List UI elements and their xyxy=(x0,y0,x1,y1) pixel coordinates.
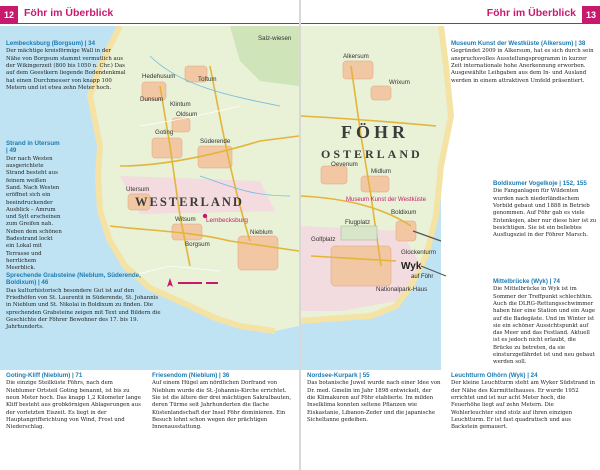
svg-text:Dunsum: Dunsum xyxy=(140,96,164,103)
svg-text:Borgsum: Borgsum xyxy=(185,241,210,248)
map-island-label: FÖHR xyxy=(341,122,409,142)
annotation-nordsee-kurpark: Nordsee-Kurpark | 55 Das botanische Juwel wurde nach einer Idee von Dr. med. Gmelin im Jahr 1898 entwickelt, der die Klimakuren auf Föhr etablierte. Im milden Inselklima konnten seltene Pflanzen wie Eiskastanie, Libanon-Zeder und die japanische Sicheltanne gedeihen. xyxy=(307,372,441,423)
svg-text:Klintum: Klintum xyxy=(170,101,191,108)
annotation-vogelkoje: Boldixumer Vogelkoje | 152, 155 Die Fanganlagen für Wildenten wurden nach niederländischem Vorbild gebaut und 1888 in Betrieb genommen. Auf Föhr gab es viele Entenkojen, aber nur diese hier ist zu besichtigen. Sie ist ein beliebtes Ausflugsziel in der Föhrer Marsch. xyxy=(493,180,597,239)
svg-text:Golfplatz: Golfplatz xyxy=(311,236,336,243)
header-rule xyxy=(301,23,600,24)
map-region-label: WESTERLAND xyxy=(135,195,244,209)
annotation-leuchtturm: Leuchtturm Olhörn (Wyk) | 24 Der kleine Leuchtturm steht am Wyker Südstrand in der Nähe des Kurmittelhauses. Er wurde 1952 errichtet und ist nur acht Meter hoch, die Feuerhöhe liegt auf zehn Metern. Die Wohlerleuchter sind stolz auf ihren einzigen Leuchtturm. Er ist fast quadratisch und aus Backstein gemauert. xyxy=(451,372,595,431)
svg-text:Utersum: Utersum xyxy=(126,186,150,193)
annotation-mittelbruecke: Mittelbrücke (Wyk) | 74 Die Mittelbrücke in Wyk ist im Sommer der Treffpunkt schlechthin. Auch die DLRG-Rettungsschwimmer haben hier eine Station und ein Auge auf die Badegäste. Und im Winter ist sie ein schöner Aussichtspunkt auf das Meer und das Festland. Aktuell ist es jedoch nicht erlaubt, die Brücke zu betreten, da sie einsturzgefährdet ist und neu gebaut werden soll. xyxy=(493,278,596,366)
map-town-label: Wyk xyxy=(401,261,422,272)
page-header-title: Föhr im Überblick xyxy=(24,7,114,19)
svg-text:Alkersum: Alkersum xyxy=(343,53,369,60)
svg-text:Flugplatz: Flugplatz xyxy=(345,219,371,226)
annotation-grabsteine: Sprechende Grabsteine (Nieblum, Süderende, Boldixum) | 46 Das kulturhistorisch besondere Gut ist auf den Friedhöfen von St. Laurentii in Süderende, St. Johannis in Nieblum und St. Nikolai in Boldixum zu finden. Die sprechenden Grabsteine zeigen mit Text und Bildern die Geschichte der Föhrer Bewohner des 17. bis 19. Jahrhunderts. xyxy=(6,272,161,331)
map-lembecksburg-label: Lembecksburg xyxy=(206,217,248,224)
svg-text:Witsum: Witsum xyxy=(175,216,196,223)
page-number: 12 xyxy=(0,6,18,24)
svg-text:Toftum: Toftum xyxy=(198,76,217,83)
map-museum-label: Museum Kunst der Westküste xyxy=(346,197,426,203)
header-rule xyxy=(0,23,299,24)
page-header xyxy=(301,6,600,24)
lembecksburg-marker xyxy=(203,214,207,218)
airfield xyxy=(341,226,377,240)
page-number: 13 xyxy=(582,6,600,24)
annotation-friesendom: Friesendom (Nieblum) | 36 Auf einem Hügel am nördlichen Dorfrand von Nieblum wurde die St.-Johannis-Kirche errichtet. Sie ist die ältere der drei mächtigen Sakralbauten, deren Türme seit Jahrhunderten die flache Küstenlandschaft der Insel Föhr dominieren. Ein Besuch lohnt schon wegen der prächtigen Innenausstattung. xyxy=(152,372,292,431)
svg-text:Boldixum: Boldixum xyxy=(391,209,417,216)
svg-text:Midlum: Midlum xyxy=(371,168,391,175)
svg-text:Hedehusum: Hedehusum xyxy=(142,73,176,80)
svg-text:Salz-wiesen: Salz-wiesen xyxy=(258,35,292,42)
page-header xyxy=(0,6,299,24)
page-header-title: Föhr im Überblick xyxy=(486,7,576,19)
svg-text:Nieblum: Nieblum xyxy=(250,229,273,236)
map-region-label: OSTERLAND xyxy=(321,147,423,161)
svg-text:Oevenum: Oevenum xyxy=(331,161,358,168)
svg-text:Oldsum: Oldsum xyxy=(176,111,198,118)
svg-text:Wrixum: Wrixum xyxy=(389,79,410,86)
bottom-section xyxy=(0,370,299,470)
annotation-goting-kliff: Goting-Kliff (Nieblum) | 71 Die einzige Steilküste Föhrs, nach dem Nieblumer Ortsteil Goting benannt, ist bis zu neun Meter hoch. Das knapp 1,2 Kilometer lange Kliff besteht aus grobkörnigen Ablagerungen aus der vorletzten Eiszeit. Es liegt in der Hauptangriffsrichtung von Wind, Frost und Niederschlag. xyxy=(6,372,141,431)
svg-text:Nationalpark-Haus: Nationalpark-Haus xyxy=(376,286,428,293)
bottom-section xyxy=(301,370,600,470)
map-town-sublabel: auf Föhr xyxy=(411,274,434,280)
right-page xyxy=(301,0,600,470)
svg-text:Glockenturm: Glockenturm xyxy=(401,249,437,256)
left-page xyxy=(0,0,299,470)
annotation-museum-westkueste: Museum Kunst der Westküste (Alkersum) | 38 Gegründet 2009 in Alkersum, hat es sich durch sein anspruchsvolles Ausstellungsprogramm in kurzer Zeit internationale hohe Anerkennung erworben. Ausgewählte Leihgaben aus dem In- und Ausland werden in einem attraktiven Umfeld präsentiert. xyxy=(451,40,594,84)
annotation-strand-utersum: Strand in Utersum | 49 Der nach Westen ausgerichtete Strand besteht aus feinem weißen Sand. Nach Westen eröffnet sich ein beeindruckender Ausblick – Amrum und Sylt erscheinen zum Greifen nah. Neben dem schönen Badestrand lockt ein Lokal mit Terrasse und herrlichem Meerblick. xyxy=(6,140,62,272)
annotation-lembecksburg: Lembecksburg (Borgsum) | 34 Der mächtige kreisförmige Wall in der Nähe von Borgsum stammt vermutlich aus der Wikingerzeit (800 bis 1050 n. Chr.) Das auf dem Geestkern liegende Bodendenkmal hat einen Durchmesser von knapp 100 Metern und ist etwa zehn Meter hoch. xyxy=(6,40,126,91)
svg-text:Süderende: Süderende xyxy=(200,138,231,145)
svg-text:Goting: Goting xyxy=(155,129,174,136)
